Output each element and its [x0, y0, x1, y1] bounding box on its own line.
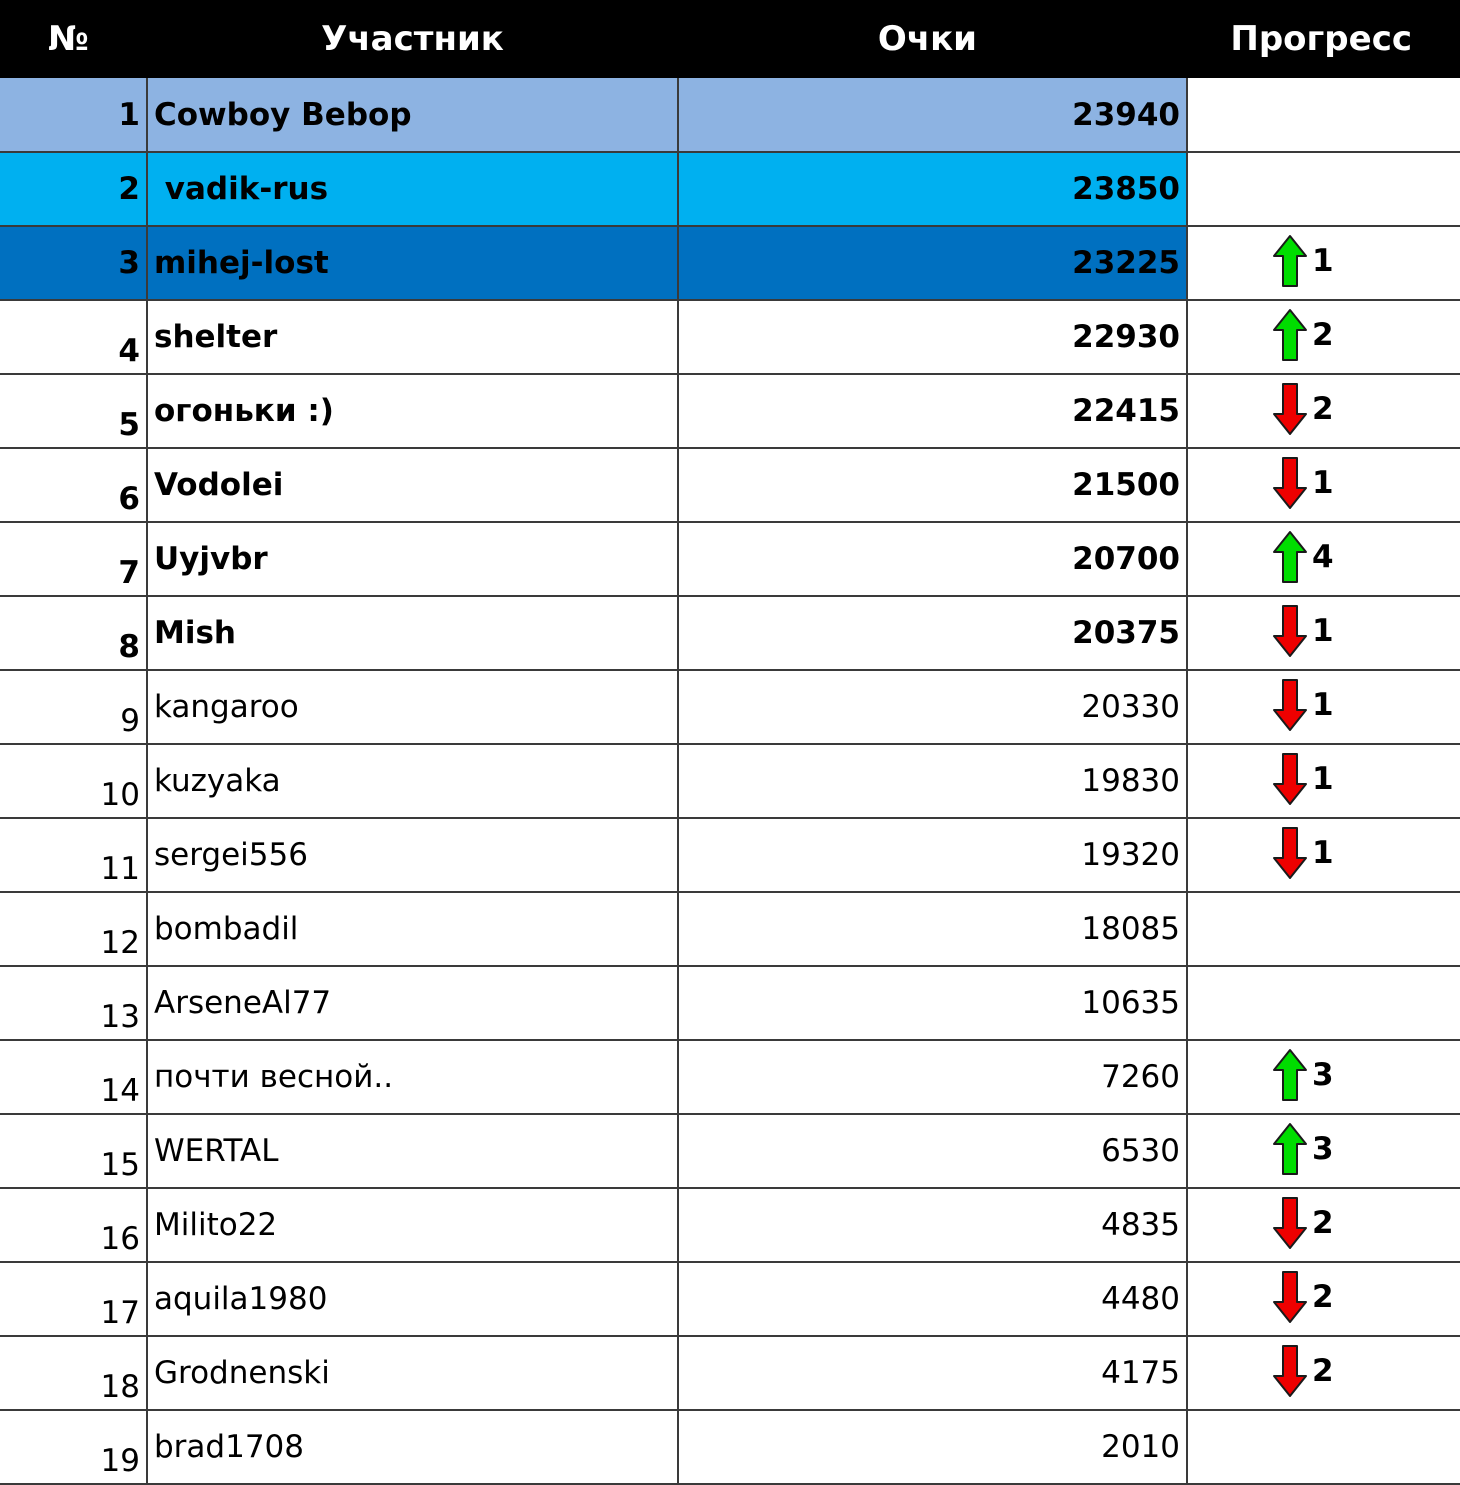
- table-row: [0, 892, 1460, 966]
- arrow-up-icon: [1272, 1048, 1308, 1102]
- progress-cell: [1187, 670, 1460, 744]
- rank-cell: 17: [0, 1262, 147, 1336]
- header-row: [0, 0, 1460, 78]
- score-cell: 20375: [678, 596, 1187, 670]
- rank-cell: 10: [0, 744, 147, 818]
- score-cell: 2010: [678, 1410, 1187, 1484]
- arrow-down-icon: [1272, 382, 1308, 436]
- participant-cell: vadik-rus: [147, 152, 678, 226]
- rank-cell: 8: [0, 596, 147, 670]
- progress-indicator: [1272, 749, 1334, 809]
- participant-cell: kangaroo: [147, 670, 678, 744]
- progress-delta: 4: [1312, 538, 1334, 575]
- arrow-down-icon: [1272, 752, 1308, 806]
- participant-cell: aquila1980: [147, 1262, 678, 1336]
- table-row: [0, 670, 1460, 744]
- score-cell: 23850: [678, 152, 1187, 226]
- participant-cell: Milito22: [147, 1188, 678, 1262]
- progress-cell: [1187, 522, 1460, 596]
- arrow-down-icon: [1272, 1344, 1308, 1398]
- table-row: [0, 966, 1460, 1040]
- progress-cell: [1187, 596, 1460, 670]
- table-row: [0, 1262, 1460, 1336]
- progress-cell: [1187, 1336, 1460, 1410]
- progress-delta: 3: [1312, 1130, 1334, 1167]
- progress-delta: 3: [1312, 1056, 1334, 1093]
- progress-delta: 2: [1312, 1278, 1334, 1315]
- progress-indicator: [1272, 453, 1334, 513]
- score-cell: 20330: [678, 670, 1187, 744]
- progress-cell: [1187, 1410, 1460, 1484]
- score-cell: 4835: [678, 1188, 1187, 1262]
- progress-cell: [1187, 374, 1460, 448]
- progress-indicator: [1272, 1193, 1334, 1253]
- progress-indicator: [1272, 1045, 1334, 1105]
- score-cell: 6530: [678, 1114, 1187, 1188]
- table-row: [0, 300, 1460, 374]
- score-cell: 19830: [678, 744, 1187, 818]
- rank-cell: 7: [0, 522, 147, 596]
- participant-cell: shelter: [147, 300, 678, 374]
- participant-cell: sergei556: [147, 818, 678, 892]
- rank-cell: 6: [0, 448, 147, 522]
- rank-cell: 15: [0, 1114, 147, 1188]
- score-cell: 21500: [678, 448, 1187, 522]
- table-row: [0, 1114, 1460, 1188]
- progress-cell: [1187, 1040, 1460, 1114]
- progress-cell: [1187, 1114, 1460, 1188]
- score-cell: 23225: [678, 226, 1187, 300]
- participant-cell: WERTAL: [147, 1114, 678, 1188]
- arrow-down-icon: [1272, 1196, 1308, 1250]
- rank-cell: 5: [0, 374, 147, 448]
- table-row: [0, 744, 1460, 818]
- progress-cell: [1187, 152, 1460, 226]
- progress-cell: [1187, 818, 1460, 892]
- rank-cell: 3: [0, 226, 147, 300]
- score-cell: 20700: [678, 522, 1187, 596]
- participant-cell: bombadil: [147, 892, 678, 966]
- rank-cell: 4: [0, 300, 147, 374]
- table-row: [0, 374, 1460, 448]
- progress-delta: 1: [1312, 686, 1334, 723]
- score-cell: 22930: [678, 300, 1187, 374]
- arrow-up-icon: [1272, 1122, 1308, 1176]
- rank-cell: 2: [0, 152, 147, 226]
- rank-cell: 11: [0, 818, 147, 892]
- participant-cell: ArseneAl77: [147, 966, 678, 1040]
- header-progress: Прогресс: [1187, 0, 1460, 78]
- progress-indicator: [1272, 1267, 1334, 1327]
- arrow-down-icon: [1272, 678, 1308, 732]
- participant-cell: Grodnenski: [147, 1336, 678, 1410]
- participant-cell: Uyjvbr: [147, 522, 678, 596]
- participant-cell: kuzyaka: [147, 744, 678, 818]
- progress-delta: 1: [1312, 834, 1334, 871]
- progress-delta: 2: [1312, 1352, 1334, 1389]
- table-row: [0, 1188, 1460, 1262]
- table-header: [0, 0, 1460, 78]
- score-cell: 22415: [678, 374, 1187, 448]
- rank-cell: 9: [0, 670, 147, 744]
- progress-delta: 1: [1312, 760, 1334, 797]
- progress-cell: [1187, 966, 1460, 1040]
- progress-cell: [1187, 744, 1460, 818]
- score-cell: 18085: [678, 892, 1187, 966]
- progress-indicator: [1272, 379, 1334, 439]
- table-row: [0, 78, 1460, 152]
- rank-cell: 14: [0, 1040, 147, 1114]
- arrow-up-icon: [1272, 234, 1308, 288]
- progress-delta: 2: [1312, 316, 1334, 353]
- progress-cell: [1187, 892, 1460, 966]
- arrow-up-icon: [1272, 530, 1308, 584]
- score-cell: 4480: [678, 1262, 1187, 1336]
- table-row: [0, 226, 1460, 300]
- progress-indicator: [1272, 1341, 1334, 1401]
- arrow-down-icon: [1272, 826, 1308, 880]
- progress-delta: 1: [1312, 612, 1334, 649]
- score-cell: 10635: [678, 966, 1187, 1040]
- table-row: [0, 596, 1460, 670]
- arrow-down-icon: [1272, 1270, 1308, 1324]
- rank-cell: 19: [0, 1410, 147, 1484]
- progress-indicator: [1272, 231, 1334, 291]
- progress-cell: [1187, 300, 1460, 374]
- rank-cell: 12: [0, 892, 147, 966]
- progress-cell: [1187, 78, 1460, 152]
- arrow-down-icon: [1272, 456, 1308, 510]
- progress-cell: [1187, 226, 1460, 300]
- progress-delta: 2: [1312, 1204, 1334, 1241]
- table-row: [0, 448, 1460, 522]
- rank-cell: 18: [0, 1336, 147, 1410]
- progress-delta: 1: [1312, 464, 1334, 501]
- progress-delta: 1: [1312, 242, 1334, 279]
- score-cell: 23940: [678, 78, 1187, 152]
- participant-cell: Vodolei: [147, 448, 678, 522]
- table-row: [0, 152, 1460, 226]
- score-cell: 19320: [678, 818, 1187, 892]
- table-row: [0, 818, 1460, 892]
- header-score: Очки: [678, 0, 1187, 78]
- progress-cell: [1187, 1262, 1460, 1336]
- table-body: [0, 78, 1460, 1484]
- rank-cell: 16: [0, 1188, 147, 1262]
- header-participant: Участник: [147, 0, 678, 78]
- header-rank: №: [0, 0, 147, 78]
- progress-indicator: [1272, 675, 1334, 735]
- progress-indicator: [1272, 1119, 1334, 1179]
- table-row: [0, 1410, 1460, 1484]
- participant-cell: почти весной..: [147, 1040, 678, 1114]
- score-cell: 4175: [678, 1336, 1187, 1410]
- rank-cell: 1: [0, 78, 147, 152]
- participant-cell: Cowboy Bebop: [147, 78, 678, 152]
- arrow-up-icon: [1272, 308, 1308, 362]
- progress-cell: [1187, 448, 1460, 522]
- table-row: [0, 522, 1460, 596]
- score-cell: 7260: [678, 1040, 1187, 1114]
- table-row: [0, 1336, 1460, 1410]
- participant-cell: Mish: [147, 596, 678, 670]
- progress-delta: 2: [1312, 390, 1334, 427]
- arrow-down-icon: [1272, 604, 1308, 658]
- participant-cell: огоньки :): [147, 374, 678, 448]
- progress-indicator: [1272, 305, 1334, 365]
- progress-cell: [1187, 1188, 1460, 1262]
- participant-cell: mihej-lost: [147, 226, 678, 300]
- rank-cell: 13: [0, 966, 147, 1040]
- progress-indicator: [1272, 823, 1334, 883]
- participant-cell: brad1708: [147, 1410, 678, 1484]
- table-row: [0, 1040, 1460, 1114]
- progress-indicator: [1272, 601, 1334, 661]
- progress-indicator: [1272, 527, 1334, 587]
